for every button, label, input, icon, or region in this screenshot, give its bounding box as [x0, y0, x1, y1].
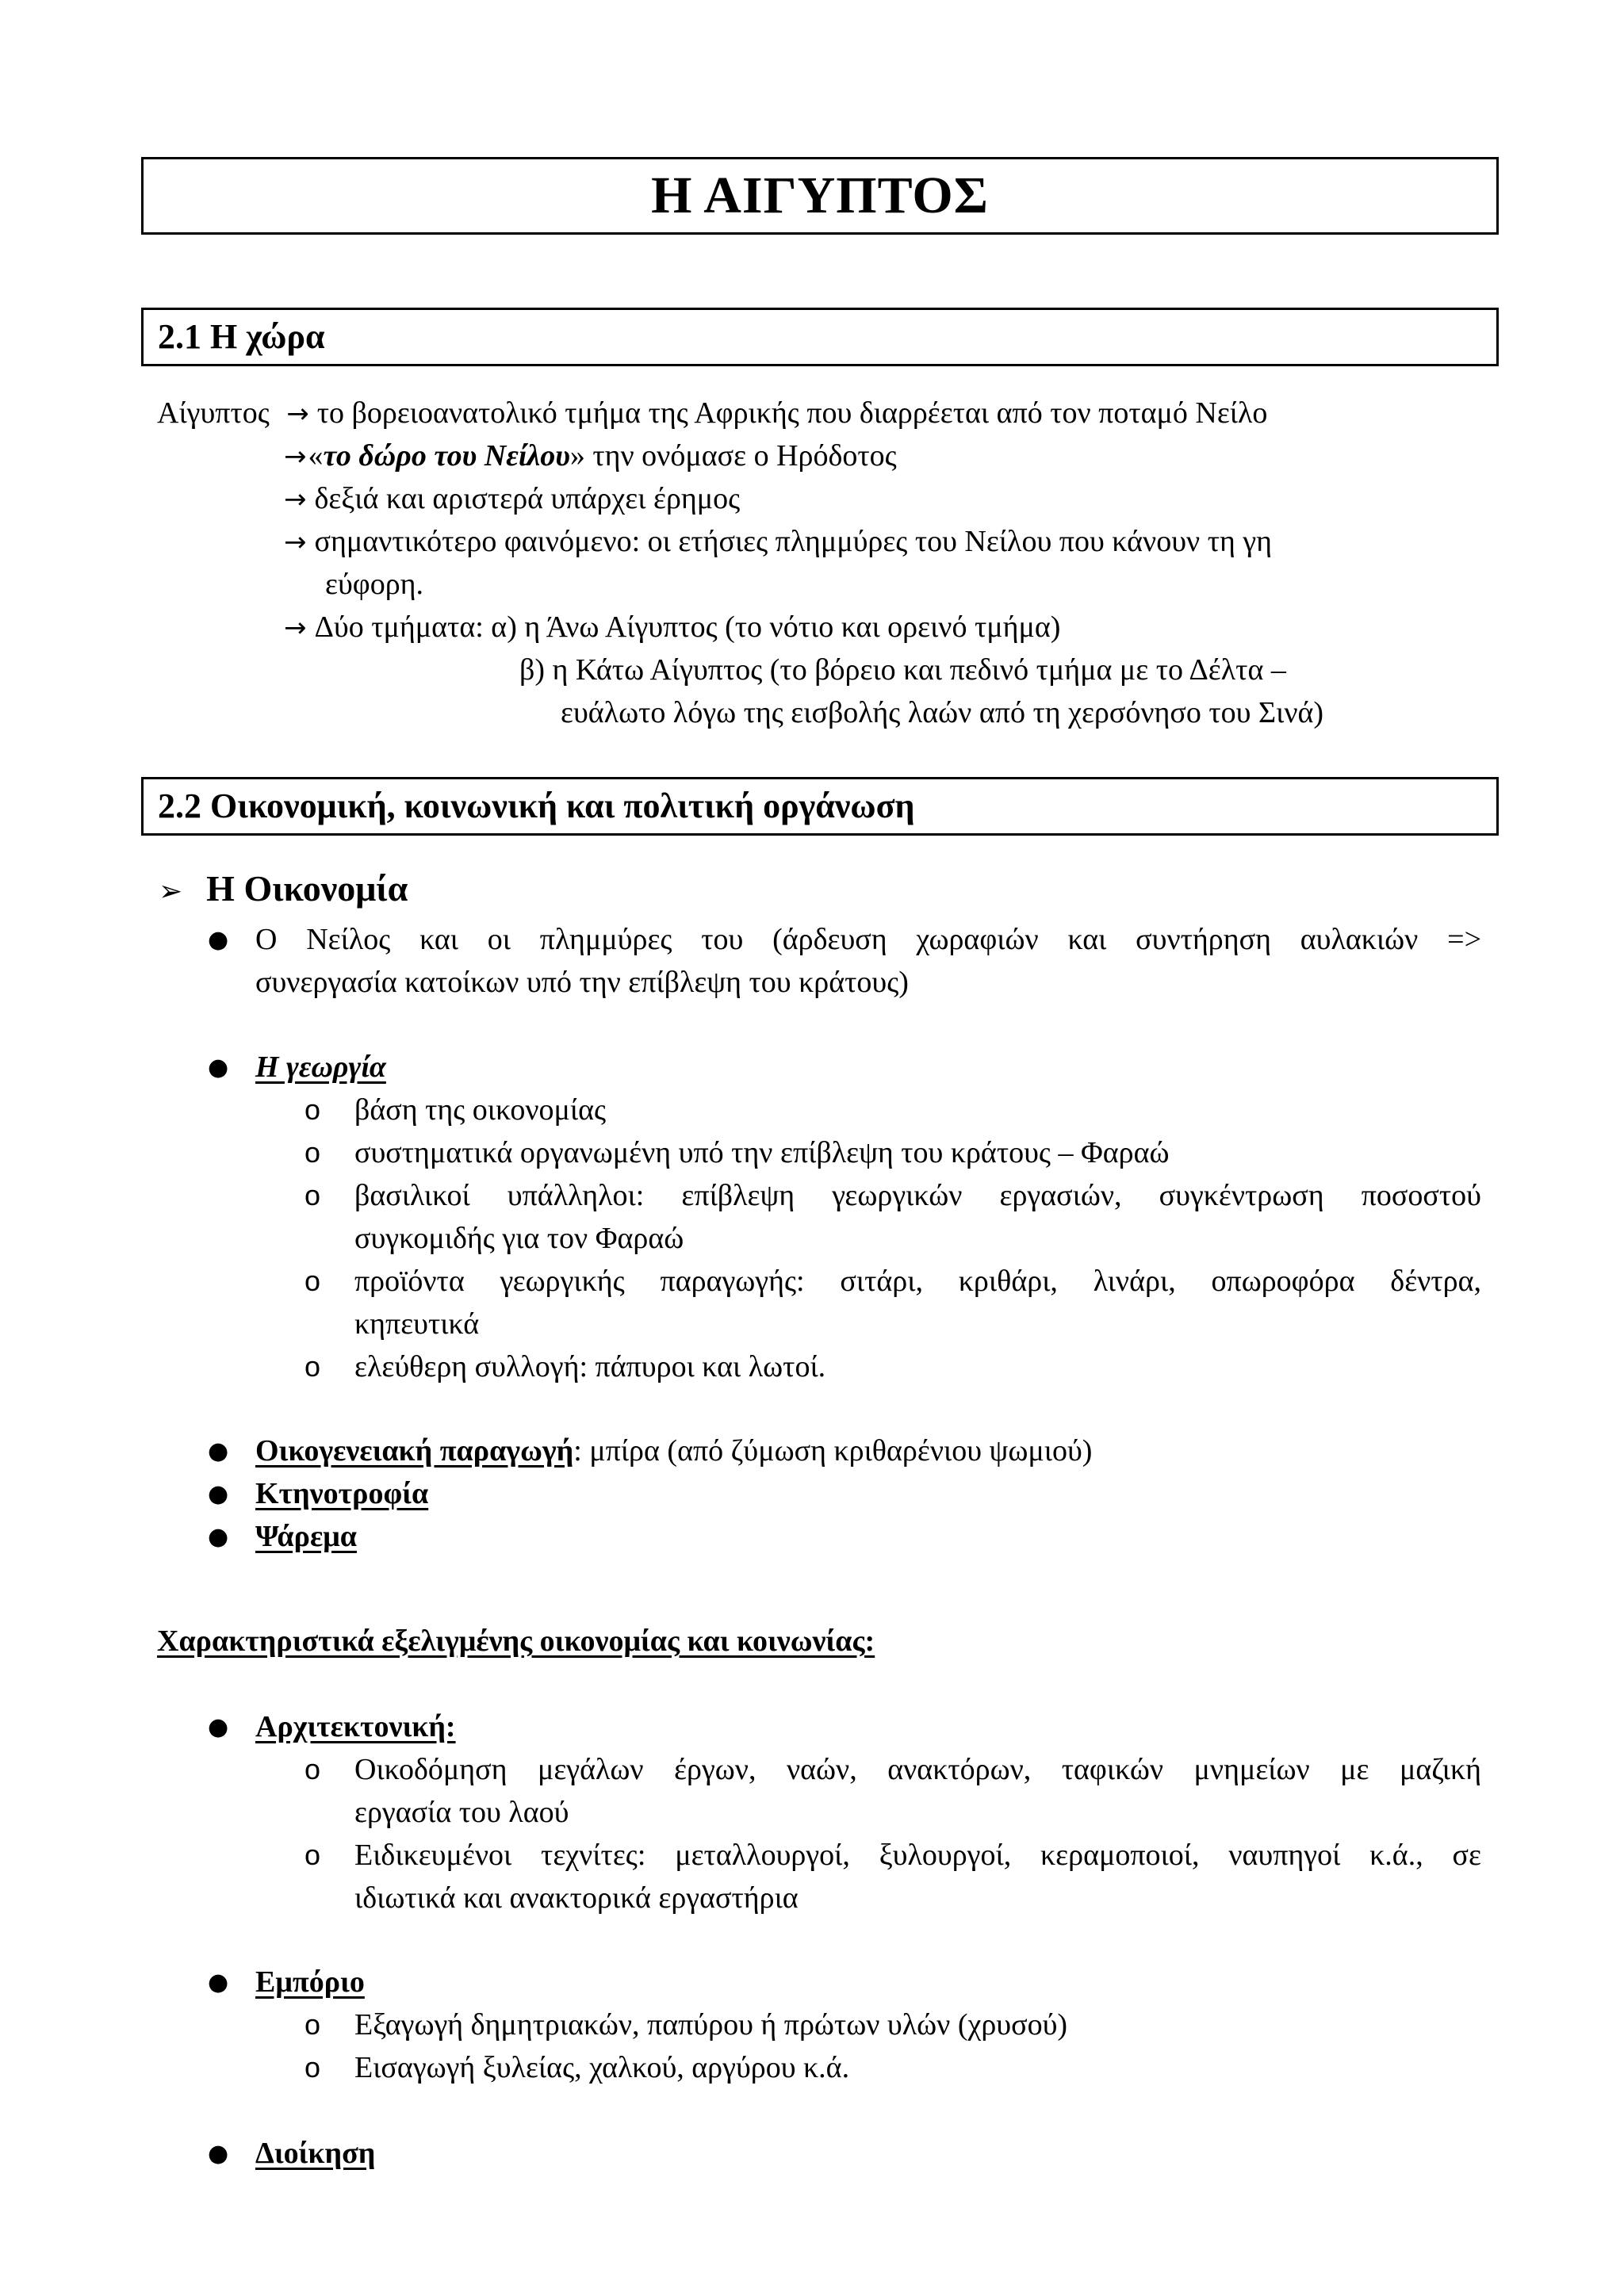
arrow-icon: →	[284, 612, 307, 644]
agriculture-item-cont: κηπευτικά	[354, 1307, 480, 1341]
country-line-3	[284, 477, 740, 521]
features-title: Χαρακτηριστικά εξελιγμένης οικονομίας και κοινωνίας:	[157, 1624, 875, 1658]
fishing-title: Ψάρεμα	[255, 1520, 357, 1553]
section-heading-country: 2.1 Η χώρα	[141, 308, 1499, 366]
quote-open: «	[308, 439, 324, 473]
circle-bullet-icon: o	[304, 1093, 321, 1126]
country-line-5	[284, 606, 1060, 649]
circle-bullet-icon: o	[304, 2008, 321, 2041]
arrow-icon: →	[284, 484, 307, 515]
architecture-item-cont: ιδιωτικά και ανακτορικά εργαστήρια	[354, 1881, 799, 1915]
architecture-item: Ειδικευμένοι τεχνίτες: μεταλλουργοί, ξυλουργοί, κεραμοποιοί, ναυπηγοί κ.ά., σε	[354, 1839, 1481, 1872]
section-heading-organization: 2.2 Οικονομική, κοινωνική και πολιτική οργάνωση	[141, 777, 1499, 836]
herodotus-text: » την ονόμασε ο Ηρόδοτος	[569, 439, 897, 473]
egypt-description: το βορειοανατολικό τμήμα της Αφρικής που διαρρέεται από τον ποταμό Νείλο	[316, 396, 1268, 430]
circle-bullet-icon: o	[304, 1350, 321, 1383]
circle-bullet-icon: o	[304, 1136, 321, 1169]
nile-paragraph-line-1: Ο Νείλος και οι πλημμύρες του (άρδευση χωραφιών και συντήρηση αυλακιών =>	[255, 923, 1481, 956]
trade-title: Εμπόριο	[255, 1965, 365, 1999]
architecture-item: Οικοδόμηση μεγάλων έργων, ναών, ανακτόρων, ταφικών μνημείων με μαζική	[354, 1753, 1481, 1786]
desert-text: δεξιά και αριστερά υπάρχει έρημος	[314, 482, 741, 515]
bullet-icon: ●	[208, 1713, 229, 1741]
country-line-4	[284, 520, 1272, 564]
circle-bullet-icon: o	[304, 2051, 321, 2084]
family-production-line	[255, 1429, 1092, 1473]
country-line-4b: εύφορη.	[325, 568, 424, 601]
country-line-6: β) η Κάτω Αίγυπτος (το βόρειο και πεδινό τμήμα με το Δέλτα –	[519, 653, 1286, 687]
architecture-item-cont: εργασία του λαού	[354, 1796, 569, 1829]
bullet-icon: ●	[208, 1969, 229, 1996]
bullet-icon: ●	[208, 1523, 229, 1551]
nile-paragraph-line-2: συνεργασία κατοίκων υπό την επίβλεψη του κράτους)	[255, 966, 909, 999]
circle-bullet-icon: o	[304, 1179, 321, 1211]
agriculture-item: προϊόντα γεωργικής παραγωγής: σιτάρι, κριθάρι, λινάρι, οπωροφόρα δέντρα,	[354, 1265, 1481, 1298]
circle-bullet-icon: o	[304, 1839, 321, 1871]
country-line-7: ευάλωτο λόγω της εισβολής λαών από τη χερσόνησο του Σινά)	[561, 696, 1324, 729]
family-production-text: : μπίρα (από ζύμωση κριθαρένιου ψωμιού)	[573, 1434, 1093, 1468]
arrowhead-bullet-icon: ➢	[159, 875, 183, 908]
agriculture-item-cont: συγκομιδής για τον Φαραώ	[354, 1222, 684, 1255]
two-parts-text: Δύο τμήματα: α) η Άνω Αίγυπτος (το νότιο και ορεινό τμήμα)	[314, 610, 1061, 644]
agriculture-item: συστηματικά οργανωμένη υπό την επίβλεψη του κράτους – Φαραώ	[354, 1136, 1170, 1169]
agriculture-item: βάση της οικονομίας	[354, 1093, 607, 1127]
arrow-icon: →	[284, 526, 307, 558]
bullet-icon: ●	[208, 1480, 229, 1508]
circle-bullet-icon: o	[304, 1265, 321, 1297]
bullet-icon: ●	[208, 2140, 229, 2168]
gift-of-nile: το δώρο του Νείλου	[323, 439, 570, 473]
bullet-icon: ●	[208, 1437, 229, 1465]
agriculture-item: βασιλικοί υπάλληλοι: επίβλεψη γεωργικών εργασιών, συγκέντρωση ποσοστού	[354, 1179, 1481, 1212]
arrow-icon: →	[284, 441, 307, 473]
trade-item: Εξαγωγή δημητριακών, παπύρου ή πρώτων υλών (χρυσού)	[354, 2008, 1068, 2042]
country-line-2	[284, 434, 897, 478]
country-line-1	[157, 392, 1267, 435]
egypt-label: Αίγυπτος	[157, 396, 270, 430]
administration-title: Διοίκηση	[255, 2137, 376, 2170]
economy-heading	[159, 863, 408, 916]
floods-text: σημαντικότερο φαινόμενο: οι ετήσιες πλημμύρες του Νείλου που κάνουν τη γη	[314, 525, 1273, 558]
livestock-title: Κτηνοτροφία	[255, 1477, 429, 1510]
document-title: Η ΑΙΓΥΠΤΟΣ	[141, 157, 1499, 235]
bullet-icon: ●	[208, 926, 229, 954]
arrow-icon: →	[286, 398, 309, 430]
agriculture-title: Η γεωργία	[255, 1050, 386, 1084]
bullet-icon: ●	[208, 1054, 229, 1081]
circle-bullet-icon: o	[304, 1753, 321, 1785]
economy-title: Η Οικονομία	[206, 868, 408, 909]
family-production-title: Οικογενειακή παραγωγή	[255, 1434, 574, 1468]
agriculture-item: ελεύθερη συλλογή: πάπυροι και λωτοί.	[354, 1350, 826, 1383]
trade-item: Εισαγωγή ξυλείας, χαλκού, αργύρου κ.ά.	[354, 2051, 850, 2084]
architecture-title: Αρχιτεκτονική:	[255, 1710, 456, 1743]
